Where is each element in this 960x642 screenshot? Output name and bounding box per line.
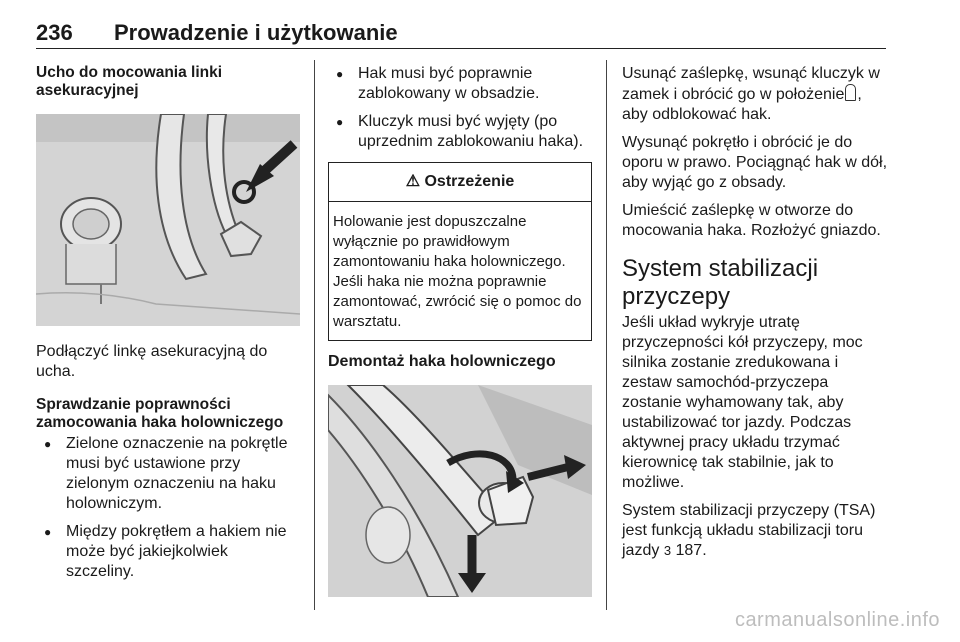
paragraph-remove-cap (622, 64, 892, 125)
column-divider (606, 60, 607, 610)
section-title-trailer-stability: System stabilizacji przyczepy (622, 255, 819, 310)
paragraph-tsa-reference (622, 501, 892, 561)
column-divider (314, 60, 315, 610)
page-number: 236 (36, 20, 73, 45)
section-heading-removal: Demontaż haka holowniczego (328, 353, 556, 370)
page-reference-arrow-icon: 3 (663, 543, 672, 558)
hook-removal-illustration (328, 385, 592, 597)
list-item: ● Hak musi być poprawnie zablokowany w obsadzie. (328, 64, 592, 104)
list-item: ● Kluczyk musi być wyjęty (po uprzednim zablokowaniu haka). (328, 112, 592, 152)
list-item: ● Zielone oznaczenie na pokrętle musi być ustawione przy zielonym oznaczeniu na haku holowniczym. (36, 434, 300, 514)
column-2 (328, 64, 592, 597)
check-list-continued (328, 64, 592, 152)
paragraph-insert-cap: Umieścić zaślepkę w otworze do mocowania haka. Rozłożyć gniazdo. (622, 202, 881, 239)
tsa-reference-text: System stabilizacji przyczepy (TSA) jest funkcją układu stabilizacji toru jazdy (622, 502, 876, 559)
unlock-position-icon (845, 84, 856, 101)
page-header (36, 14, 886, 49)
paragraph-remove-cap-part2: , aby odblokować hak. (622, 86, 862, 123)
paragraph-connect-cable: Podłączyć linkę asekuracyjną do ucha. (36, 343, 268, 380)
page-reference-link[interactable]: 187. (675, 542, 707, 559)
column-3 (622, 64, 892, 561)
page-title: Prowadzenie i użytkowanie (114, 20, 398, 45)
list-item: ● Między pokrętłem a hakiem nie może być jakiejkolwiek szczeliny. (36, 522, 300, 582)
figure-safety-eye (36, 114, 300, 326)
warning-text: Holowanie jest dopuszczalne wyłącznie po prawidłowym zamontowaniu haka holowniczego. Jeśli haka nie można poprawnie zamontować, zwrócić się o pomoc do warsztatu. (333, 213, 582, 330)
paragraph-pull-knob: Wysunąć pokrętło i obrócić je do oporu w prawo. Pociągnąć hak w dół, aby wyjąć go z obsady. (622, 134, 888, 191)
figure-hook-removal (328, 385, 592, 597)
section-heading-check-mount: Sprawdzanie poprawności zamocowania haka holowniczego (36, 396, 284, 431)
warning-box (328, 162, 592, 341)
paragraph-remove-cap-part1: Usunąć zaślepkę, wsunąć kluczyk w zamek i obrócić go w położenie (622, 65, 880, 103)
section-heading-safety-eye: Ucho do mocowania linki asekuracyjnej (36, 64, 223, 99)
warning-header (329, 163, 591, 202)
paragraph-tsa-description: Jeśli układ wykryje utratę przyczepności kół przyczepy, moc silnika zostanie zredukowana i zestaw samochód-przyczepa zostanie wyhamowany tak, aby ustabilizować tor jazdy. Podczas aktywnej pracy układu trzymać kierownicę tak stabilnie, jak to możliwe. (622, 314, 863, 491)
warning-triangle-icon: ⚠ (405, 173, 421, 190)
watermark: carmanualsonline.info (734, 609, 940, 631)
warning-title: Ostrzeżenie (424, 173, 515, 190)
check-list (36, 434, 300, 582)
column-1 (36, 64, 300, 590)
safety-eye-illustration (36, 114, 300, 326)
